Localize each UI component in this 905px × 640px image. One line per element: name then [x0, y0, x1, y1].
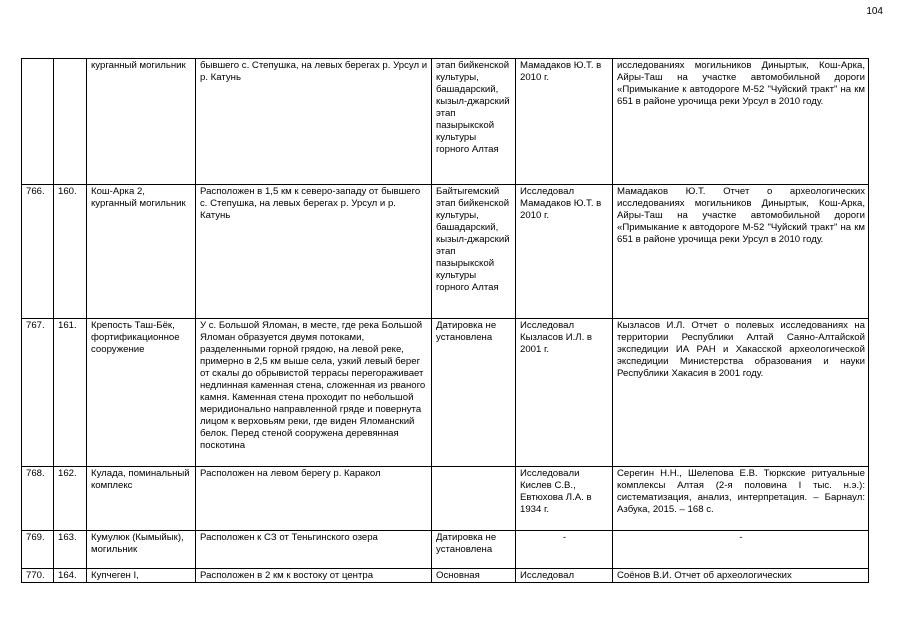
table-row — [22, 531, 869, 569]
monument-location: Расположен в 1,5 км к северо-западу от бывшего с. Степушка, на левых берегах р. Урсул и р. Катунь — [196, 185, 432, 319]
monument-dating: этап бийкенской культуры, башадарский, кызыл-джарский этап пазырыкской культуры горного Алтая — [432, 59, 516, 185]
monument-location: Расположен к СЗ от Теньгинского озера — [196, 531, 432, 569]
local-number: 161. — [54, 319, 87, 467]
monument-name: курганный могильник — [87, 59, 196, 185]
monument-name: Кулада, поминальный комплекс — [87, 467, 196, 531]
row-number: 766. — [22, 185, 54, 319]
table-row — [22, 185, 869, 319]
row-number: 768. — [22, 467, 54, 531]
monument-researcher: Исследовал — [516, 569, 613, 583]
monument-researcher: - — [516, 531, 613, 569]
table-row — [22, 59, 869, 185]
monument-dating: Датировка не установлена — [432, 319, 516, 467]
monument-source: Кызласов И.Л. Отчет о полевых исследованиях на территории Республики Алтай Саяно-Алтайской экспедиции ИА РАН и Хакасской археологической экспедиции Министерства образования и науки Республики Хакасия в 2001 году. — [613, 319, 869, 467]
local-number — [54, 59, 87, 185]
monument-dating: Байтыгемский этап бийкенской культуры, башадарский, кызыл-джарский этап пазырыкской культуры горного Алтая — [432, 185, 516, 319]
table-row — [22, 569, 869, 583]
monument-name: Купчеген I, — [87, 569, 196, 583]
monument-name: Кумулюк (Кымыйык), могильник — [87, 531, 196, 569]
monument-source: - — [613, 531, 869, 569]
local-number: 160. — [54, 185, 87, 319]
row-number: 770. — [22, 569, 54, 583]
monument-registry-table — [21, 58, 869, 583]
monument-researcher: Исследовали Кислев С.В., Евтюхова Л.А. в 1934 г. — [516, 467, 613, 531]
monument-source: Серегин Н.Н., Шелепова Е.В. Тюркские ритуальные комплексы Алтая (2-я половина I тыс. н.э.): систематизация, анализ, интерпретация. – Барнаул: Азбука, 2015. – 168 с. — [613, 467, 869, 531]
table-row — [22, 319, 869, 467]
monument-source: Соёнов В.И. Отчет об археологических — [613, 569, 869, 583]
monument-location: бывшего с. Степушка, на левых берегах р. Урсул и р. Катунь — [196, 59, 432, 185]
monument-researcher: Мамадаков Ю.Т. в 2010 г. — [516, 59, 613, 185]
monument-name: Кош-Арка 2, курганный могильник — [87, 185, 196, 319]
page-number: 104 — [866, 6, 883, 17]
monument-researcher: Исследовал Кызласов И.Л. в 2001 г. — [516, 319, 613, 467]
local-number: 162. — [54, 467, 87, 531]
row-number: 767. — [22, 319, 54, 467]
table-row — [22, 467, 869, 531]
monument-dating: Датировка не установлена — [432, 531, 516, 569]
monument-dating: Основная — [432, 569, 516, 583]
row-number: 769. — [22, 531, 54, 569]
monument-dating — [432, 467, 516, 531]
local-number: 164. — [54, 569, 87, 583]
row-number — [22, 59, 54, 185]
monument-location: У с. Большой Яломан, в месте, где река Большой Яломан образуется двумя потоками, разделенными горной грядою, на левой реке, примерно в 2,5 км выше села, узкий левый берег от скалы до обрывистой террасы перегораживает недлинная каменная стена, сложенная из рваного камня. Каменная стена проходит по небольшой меридионально направленной гряде и повернута лицом к верховьям реки, где виден Яломанский белок. Перед стеной сооружена деревянная поскотина — [196, 319, 432, 467]
monument-name: Крепость Таш-Бёк, фортификационное сооружение — [87, 319, 196, 467]
monument-source: исследованиях могильников Диныртык, Кош-Арка, Айры-Таш на участке автомобильной дороги «Примыкание к автодороге М-52 "Чуйский тракт" на км 651 в районе урочища реки Урсул в 2010 году. — [613, 59, 869, 185]
monument-researcher: Исследовал Мамадаков Ю.Т. в 2010 г. — [516, 185, 613, 319]
monument-location: Расположен на левом берегу р. Каракол — [196, 467, 432, 531]
local-number: 163. — [54, 531, 87, 569]
monument-location: Расположен в 2 км к востоку от центра — [196, 569, 432, 583]
monument-source: Мамадаков Ю.Т. Отчет о археологических исследованиях могильников Диныртык, Кош-Арка, Айры-Таш на участке автомобильной дороги «Примыкание к автодороге М-52 "Чуйский тракт" на км 651 в районе урочища реки Урсул в 2010 году. — [613, 185, 869, 319]
